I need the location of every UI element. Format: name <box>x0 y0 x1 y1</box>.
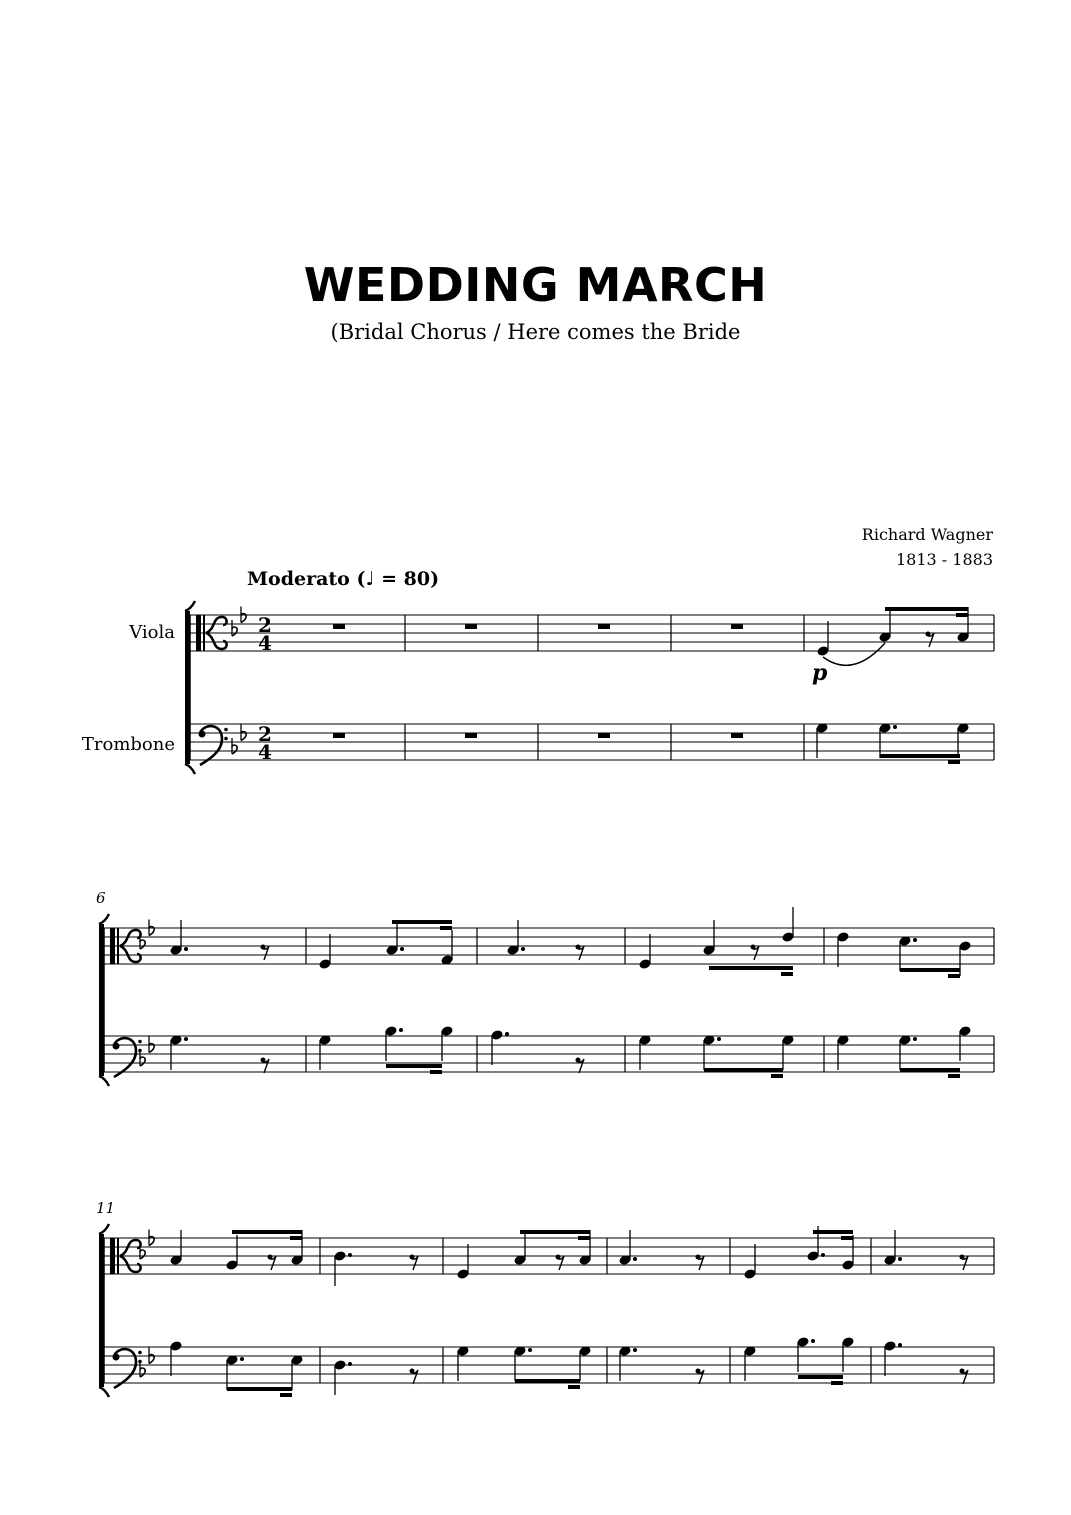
beam <box>386 1064 442 1068</box>
eighth-rest <box>410 1255 419 1271</box>
augmentation-dot <box>821 1253 825 1257</box>
note <box>883 1340 902 1376</box>
beam <box>392 920 452 924</box>
measure-number: 11 <box>96 1199 116 1217</box>
flat-bowl <box>232 627 237 636</box>
flat-icon <box>140 1050 145 1066</box>
augmentation-dot <box>528 1348 532 1352</box>
eighth-rest <box>576 1058 585 1074</box>
flat-bowl <box>140 1250 145 1259</box>
beam <box>232 1230 302 1234</box>
note <box>898 1034 917 1070</box>
note <box>169 920 188 956</box>
eighth-rest <box>556 1255 565 1271</box>
bass-clef-dot <box>113 1043 120 1050</box>
beam <box>885 607 968 611</box>
bass-clef-icon <box>113 1038 142 1077</box>
staff-trombone-system-3 <box>104 1347 994 1383</box>
staff-trombone-system-1 <box>190 724 994 760</box>
alto-clef-bar <box>196 615 201 651</box>
whole-rest <box>333 733 345 738</box>
page-subtitle: (Bridal Chorus / Here comes the Bride <box>330 320 741 344</box>
bass-clef-icon <box>113 1349 142 1388</box>
augmentation-dot <box>898 1343 902 1347</box>
flat-icon <box>232 620 237 636</box>
time-signature-bottom: 4 <box>258 631 272 655</box>
bass-clef-dot <box>138 1040 142 1044</box>
bracket-hook-top <box>99 1224 109 1234</box>
note <box>490 1029 509 1065</box>
bracket-hook-bottom <box>99 1076 109 1086</box>
eighth-rest <box>751 945 760 961</box>
note <box>225 1354 244 1390</box>
note <box>169 1340 182 1376</box>
note <box>836 931 849 967</box>
staff-trombone-system-2 <box>104 1036 994 1072</box>
whole-rest <box>333 624 345 629</box>
note <box>702 1034 721 1070</box>
note <box>958 1025 971 1061</box>
note <box>440 1025 453 1061</box>
composer-dates: 1813 - 1883 <box>895 550 993 569</box>
augmentation-dot <box>893 725 897 729</box>
beam <box>709 966 793 970</box>
bracket-hook-bottom <box>99 1387 109 1397</box>
bracket-hook-top <box>185 601 195 611</box>
note <box>958 940 971 976</box>
note <box>333 1359 352 1395</box>
beam-secondary <box>948 1074 960 1078</box>
whole-rest <box>465 624 477 629</box>
note <box>618 1230 637 1266</box>
flat-bowl <box>232 745 237 754</box>
note <box>796 1336 815 1372</box>
tempo-bpm: 80 <box>403 568 431 590</box>
flat-bowl <box>140 940 145 949</box>
instrument-label-viola: Viola <box>129 622 175 643</box>
beam-secondary <box>430 1070 442 1074</box>
beam-secondary <box>956 613 968 617</box>
flat-bowl <box>140 1368 145 1377</box>
beam-secondary <box>781 972 793 976</box>
bass-clef-dot <box>224 728 228 732</box>
time-signature-bottom: 4 <box>258 740 272 764</box>
eighth-rest <box>926 632 935 648</box>
note <box>841 1235 854 1271</box>
slur <box>823 643 885 665</box>
note <box>318 934 331 970</box>
beam-secondary <box>841 1236 853 1240</box>
note <box>956 607 969 643</box>
bass-clef-dot <box>199 731 206 738</box>
whole-rest <box>465 733 477 738</box>
beam <box>227 1387 292 1391</box>
note <box>878 722 897 758</box>
note <box>440 930 453 966</box>
time-signature-top: 2 <box>258 722 272 746</box>
eighth-rest <box>960 1369 969 1385</box>
note <box>225 1235 238 1271</box>
beam-secondary <box>440 926 452 930</box>
bass-clef-dot <box>138 1351 142 1355</box>
note <box>384 1025 403 1061</box>
tempo-open: ( <box>356 568 366 590</box>
bass-clef-dot <box>224 737 228 741</box>
beam <box>880 754 960 758</box>
note <box>702 920 715 956</box>
note <box>898 935 917 971</box>
augmentation-dot <box>184 1037 188 1041</box>
beam-secondary <box>578 1236 590 1240</box>
eighth-rest <box>960 1255 969 1271</box>
note <box>506 920 525 956</box>
eighth-rest <box>268 1255 277 1271</box>
eighth-rest <box>261 945 270 961</box>
bass-clef-icon <box>199 726 228 765</box>
time-signature-top: 2 <box>258 613 272 637</box>
eighth-rest <box>576 945 585 961</box>
note <box>456 1244 469 1280</box>
alto-clef-bar <box>117 1238 119 1274</box>
beam-secondary <box>948 760 960 764</box>
beam <box>798 1375 843 1379</box>
alto-clef-bar <box>117 928 119 964</box>
note <box>743 1345 756 1381</box>
eighth-rest <box>696 1369 705 1385</box>
alto-clef-bar <box>203 615 205 651</box>
note <box>385 920 404 956</box>
beam-secondary <box>290 1236 302 1240</box>
quarter-note-icon: ♩ <box>365 568 375 590</box>
beam-secondary <box>948 974 960 978</box>
alto-clef-bar <box>110 928 115 964</box>
note <box>638 934 651 970</box>
staff-viola-system-1 <box>190 615 994 651</box>
note <box>638 1034 651 1070</box>
beam-secondary <box>280 1393 292 1397</box>
flat-icon <box>232 738 237 754</box>
note <box>743 1244 756 1280</box>
note <box>169 1034 188 1070</box>
measure-number: 6 <box>96 889 106 907</box>
augmentation-dot <box>240 1357 244 1361</box>
augmentation-dot <box>184 947 188 951</box>
beam <box>520 1230 590 1234</box>
augmentation-dot <box>913 938 917 942</box>
beam <box>900 968 960 972</box>
beam <box>515 1379 580 1383</box>
dynamic-piano: p <box>812 660 828 686</box>
augmentation-dot <box>400 947 404 951</box>
whole-rest <box>731 733 743 738</box>
note <box>816 621 829 657</box>
composer-name: Richard Wagner <box>861 525 993 544</box>
flat-bowl <box>140 1057 145 1066</box>
whole-rest <box>598 624 610 629</box>
bracket-hook-bottom <box>185 764 195 774</box>
note <box>781 907 794 943</box>
note <box>841 1336 854 1372</box>
augmentation-dot <box>913 1037 917 1041</box>
beam <box>813 1230 853 1234</box>
note <box>883 1230 902 1266</box>
whole-rest <box>598 733 610 738</box>
beam-secondary <box>831 1381 843 1385</box>
note <box>333 1250 352 1286</box>
bracket-hook-top <box>99 914 109 924</box>
augmentation-dot <box>521 947 525 951</box>
note <box>290 1230 303 1266</box>
eighth-rest <box>410 1369 419 1385</box>
augmentation-dot <box>633 1257 637 1261</box>
eighth-rest <box>696 1255 705 1271</box>
beam-secondary <box>771 1074 783 1078</box>
note <box>169 1230 182 1266</box>
note <box>878 607 891 643</box>
augmentation-dot <box>717 1037 721 1041</box>
page-title: WEDDING MARCH <box>303 258 768 312</box>
augmentation-dot <box>505 1032 509 1036</box>
augmentation-dot <box>811 1339 815 1343</box>
bass-clef-dot <box>113 1354 120 1361</box>
note <box>513 1345 532 1381</box>
note <box>578 1230 591 1266</box>
augmentation-dot <box>399 1028 403 1032</box>
tempo-equals: = <box>381 568 404 590</box>
eighth-rest <box>261 1058 270 1074</box>
flat-icon <box>140 1361 145 1377</box>
augmentation-dot <box>633 1348 637 1352</box>
note <box>618 1345 637 1381</box>
note <box>318 1034 331 1070</box>
note <box>956 722 969 758</box>
instrument-label-trombone: Trombone <box>81 734 175 755</box>
note <box>836 1034 849 1070</box>
beam-secondary <box>568 1385 580 1389</box>
augmentation-dot <box>898 1257 902 1261</box>
note <box>513 1230 526 1266</box>
alto-clef-bar <box>110 1238 115 1274</box>
note <box>815 722 828 758</box>
note <box>578 1345 591 1381</box>
staff-viola-system-2 <box>104 928 994 964</box>
augmentation-dot <box>348 1362 352 1366</box>
beam <box>900 1068 960 1072</box>
note <box>290 1354 303 1390</box>
tempo-close: ) <box>430 568 440 590</box>
note <box>781 1034 794 1070</box>
whole-rest <box>731 624 743 629</box>
note <box>456 1345 469 1381</box>
beam <box>704 1068 783 1072</box>
augmentation-dot <box>348 1253 352 1257</box>
tempo-text: Moderato <box>247 568 350 590</box>
